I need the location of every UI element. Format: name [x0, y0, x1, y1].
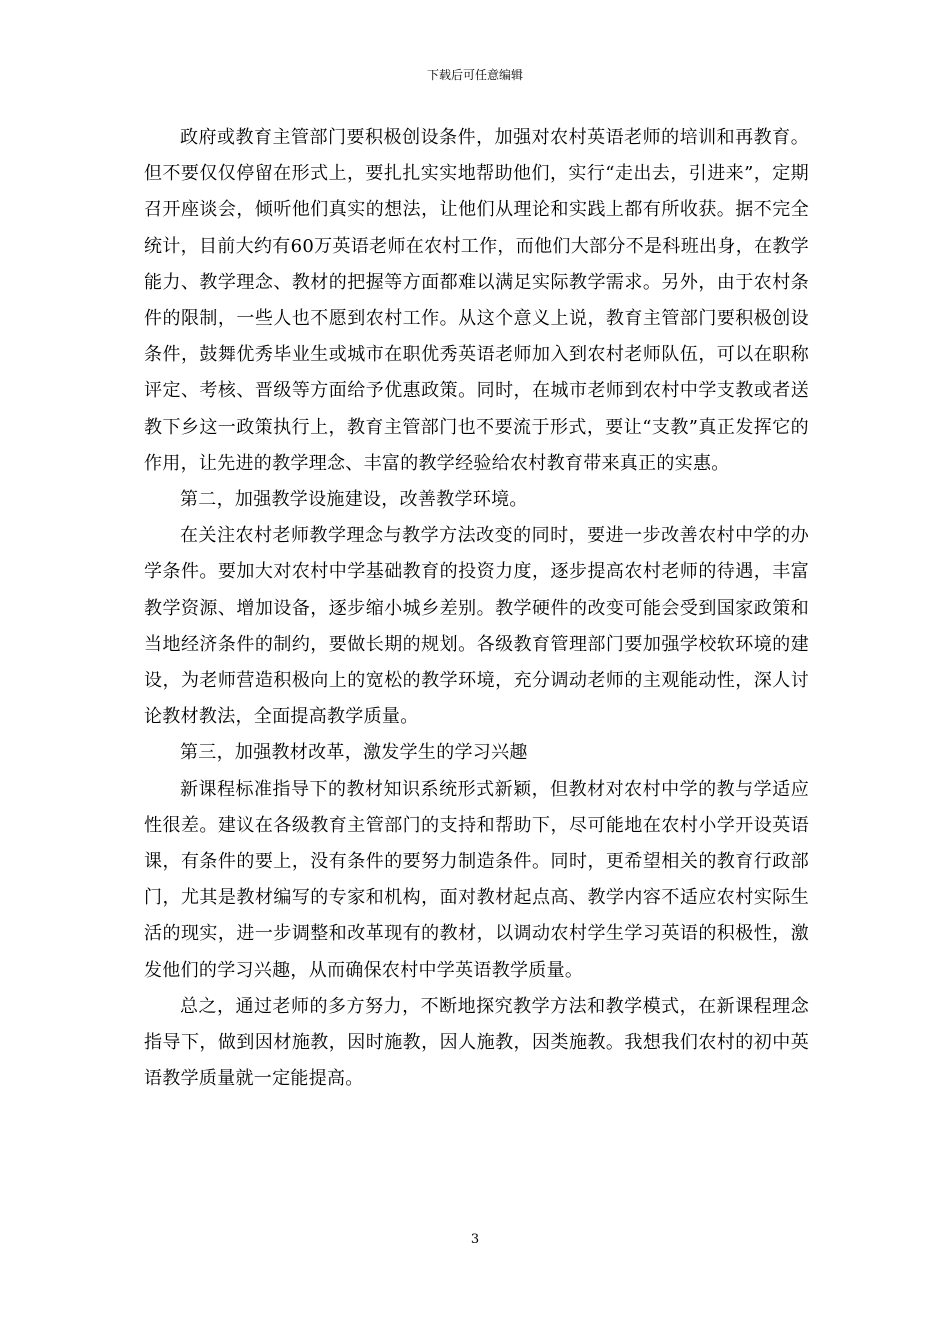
- paragraph-textbook-reform: 新课程标准指导下的教材知识系统形式新颖，但教材对农村中学的教与学适应性很差。建议在各级教育主管部门的支持和帮助下，尽可能地在农村小学开设英语课，有条件的要上，没有条件的要努力制造条件。同时，更希望相关的教育行政部门，尤其是教材编写的专家和机构，面对教材起点高、教学内容不适应农村实际生活的现实，进一步调整和改革现有的教材，以调动农村学生学习英语的积极性，激发他们的学习兴趣，从而确保农村中学英语教学质量。: [144, 778, 809, 981]
- paragraph-conclusion: 总之，通过老师的多方努力，不断地探究教学方法和教学模式，在新课程理念指导下，做到因材施教，因时施教，因人施教，因类施教。我想我们农村的初中英语教学质量就一定能提高。: [144, 995, 809, 1090]
- page-number: 3: [470, 1232, 480, 1247]
- document-body: [144, 120, 809, 1097]
- header-note: 下载后可任意编辑: [426, 68, 523, 82]
- heading-third-point: 第三，加强教材改革，激发学生的学习兴趣: [180, 742, 528, 764]
- heading-second-point: 第二，加强教学设施建设，改善教学环境。: [180, 489, 528, 511]
- paragraph-school-conditions: 在关注农村老师教学理念与教学方法改变的同时，要进一步改善农村中学的办学条件。要加大对农村中学基础教育的投资力度，逐步提高农村老师的待遇，丰富教学资源、增加设备，逐步缩小城乡差别。教学硬件的改变可能会受到国家政策和当地经济条件的制约，要做长期的规划。各级教育管理部门要加强学校软环境的建设，为老师营造积极向上的宽松的教学环境，充分调动老师的主观能动性，深人讨论教材教法，全面提高教学质量。: [144, 525, 809, 728]
- paragraph-teacher-training: 政府或教育主管部门要积极创设条件，加强对农村英语老师的培训和再教育。但不要仅仅停留在形式上，要扎扎实实地帮助他们，实行“走出去，引进来”，定期召开座谈会，倾听他们真实的想法，让他们从理论和实践上都有所收获。据不完全统计，目前大约有60万英语老师在农村工作，而他们大部分不是科班出身，在教学能力、教学理念、教材的把握等方面都难以满足实际教学需求。另外，由于农村条件的限制，一些人也不愿到农村工作。从这个意义上说，教育主管部门要积极创设条件，鼓舞优秀毕业生或城市在职优秀英语老师加入到农村老师队伍，可以在职称评定、考核、晋级等方面给予优惠政策。同时，在城市老师到农村中学支教或者送教下乡这一政策执行上，教育主管部门也不要流于形式，要让“支教”真正发挥它的作用，让先进的教学理念、丰富的教学经验给农村教育带来真正的实惠。: [144, 127, 809, 474]
